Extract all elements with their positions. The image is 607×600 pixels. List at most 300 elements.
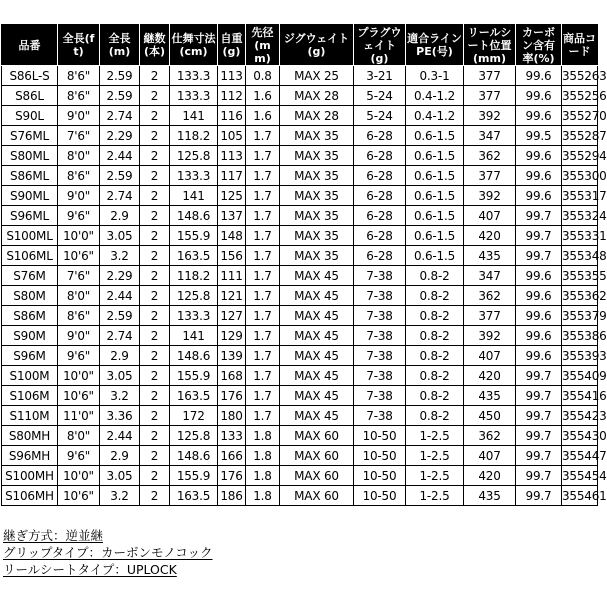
table-cell-length-ft: 8'0" (58, 146, 100, 166)
table-cell-product-code: S100M (2, 366, 58, 386)
table-row (2, 366, 598, 386)
table-cell-plug-weight: 7-38 (354, 306, 406, 326)
table-cell-length-ft: 7'6" (58, 266, 100, 286)
table-row (2, 266, 598, 286)
column-header-reel-seat-position: リールシート位置(mm) (464, 25, 516, 66)
table-cell-item-code: 355355 (562, 266, 598, 286)
table-cell-line-pe: 0.6-1.5 (406, 226, 464, 246)
table-cell-length-ft: 8'6" (58, 166, 100, 186)
table-cell-carbon-content: 99.7 (516, 466, 562, 486)
table-row (2, 486, 598, 506)
table-cell-product-code: S100MH (2, 466, 58, 486)
spec-sheet (1, 24, 607, 506)
table-cell-weight: 148 (218, 226, 246, 246)
table-cell-jig-weight: MAX 45 (280, 266, 354, 286)
table-row (2, 186, 598, 206)
table-cell-product-code: S76ML (2, 126, 58, 146)
table-cell-sections: 2 (140, 466, 170, 486)
table-cell-weight: 111 (218, 266, 246, 286)
table-cell-tip-diameter: 1.8 (246, 446, 280, 466)
table-row (2, 386, 598, 406)
table-cell-tip-diameter: 1.7 (246, 326, 280, 346)
table-cell-reel-seat-position: 420 (464, 226, 516, 246)
table-cell-tip-diameter: 1.8 (246, 426, 280, 446)
table-cell-carbon-content: 99.7 (516, 206, 562, 226)
table-cell-carbon-content: 99.6 (516, 146, 562, 166)
table-cell-jig-weight: MAX 45 (280, 366, 354, 386)
table-cell-plug-weight: 7-38 (354, 406, 406, 426)
table-cell-carbon-content: 99.7 (516, 246, 562, 266)
table-cell-tip-diameter: 1.7 (246, 166, 280, 186)
table-cell-length-ft: 9'0" (58, 326, 100, 346)
table-cell-jig-weight: MAX 35 (280, 186, 354, 206)
table-cell-length-m: 2.74 (100, 106, 140, 126)
column-header-length-m: 全長(m) (100, 25, 140, 66)
table-cell-item-code: 355362 (562, 286, 598, 306)
table-cell-sections: 2 (140, 106, 170, 126)
table-cell-jig-weight: MAX 35 (280, 226, 354, 246)
table-cell-weight: 137 (218, 206, 246, 226)
table-body (2, 66, 607, 506)
table-cell-plug-weight: 7-38 (354, 326, 406, 346)
table-cell-jig-weight: MAX 60 (280, 466, 354, 486)
table-cell-product-code: S100ML (2, 226, 58, 246)
table-cell-item-code: 355409 (562, 366, 598, 386)
table-cell-tip-diameter: 1.7 (246, 306, 280, 326)
table-cell-sections: 2 (140, 206, 170, 226)
table-cell-plug-weight: 10-50 (354, 426, 406, 446)
table-cell-item-code: 355454 (562, 466, 598, 486)
table-cell-product-code: S80MH (2, 426, 58, 446)
table-cell-plug-weight: 10-50 (354, 466, 406, 486)
table-row (2, 306, 598, 326)
column-header-weight: 自重(g) (218, 25, 246, 66)
table-cell-jig-weight: MAX 60 (280, 446, 354, 466)
table-cell-sections: 2 (140, 486, 170, 506)
table-cell-reel-seat-position: 362 (464, 426, 516, 446)
table-cell-item-code: 355379 (562, 306, 598, 326)
table-cell-plug-weight: 6-28 (354, 126, 406, 146)
table-cell-length-ft: 8'0" (58, 426, 100, 446)
table-row (2, 446, 598, 466)
table-cell-closed-length: 133.3 (170, 306, 218, 326)
table-cell-sections: 2 (140, 386, 170, 406)
table-cell-closed-length: 163.5 (170, 486, 218, 506)
table-cell-jig-weight: MAX 45 (280, 306, 354, 326)
table-cell-jig-weight: MAX 45 (280, 286, 354, 306)
table-cell-tip-diameter: 1.7 (246, 286, 280, 306)
table-cell-line-pe: 1-2.5 (406, 446, 464, 466)
table-cell-plug-weight: 6-28 (354, 206, 406, 226)
table-cell-jig-weight: MAX 45 (280, 406, 354, 426)
table-cell-item-code: 355331 (562, 226, 598, 246)
table-cell-length-m: 2.44 (100, 286, 140, 306)
table-cell-jig-weight: MAX 45 (280, 346, 354, 366)
table-cell-reel-seat-position: 377 (464, 166, 516, 186)
table-cell-weight: 156 (218, 246, 246, 266)
table-cell-length-ft: 7'6" (58, 126, 100, 146)
table-cell-tip-diameter: 1.7 (246, 226, 280, 246)
table-cell-product-code: S96ML (2, 206, 58, 226)
table-cell-length-m: 2.44 (100, 426, 140, 446)
table-cell-length-ft: 10'6" (58, 386, 100, 406)
table-cell-sections: 2 (140, 426, 170, 446)
table-cell-product-code: S80M (2, 286, 58, 306)
table-cell-length-ft: 10'0" (58, 226, 100, 246)
table-cell-line-pe: 0.6-1.5 (406, 186, 464, 206)
table-cell-closed-length: 155.9 (170, 226, 218, 246)
table-cell-sections: 2 (140, 146, 170, 166)
table-cell-product-code: S80ML (2, 146, 58, 166)
table-cell-jig-weight: MAX 45 (280, 386, 354, 406)
table-row (2, 126, 598, 146)
table-cell-length-m: 3.36 (100, 406, 140, 426)
table-cell-jig-weight: MAX 35 (280, 166, 354, 186)
column-header-item-code: 商品コード (562, 25, 598, 66)
table-cell-reel-seat-position: 392 (464, 326, 516, 346)
table-cell-plug-weight: 7-38 (354, 346, 406, 366)
table-cell-line-pe: 0.6-1.5 (406, 166, 464, 186)
table-cell-item-code: 355317 (562, 186, 598, 206)
table-cell-line-pe: 0.3-1 (406, 66, 464, 86)
table-cell-reel-seat-position: 407 (464, 446, 516, 466)
table-cell-jig-weight: MAX 35 (280, 246, 354, 266)
table-cell-reel-seat-position: 435 (464, 246, 516, 266)
table-cell-tip-diameter: 1.8 (246, 466, 280, 486)
table-cell-carbon-content: 99.6 (516, 86, 562, 106)
table-cell-line-pe: 0.8-2 (406, 386, 464, 406)
table-cell-tip-diameter: 1.7 (246, 126, 280, 146)
table-cell-weight: 133 (218, 426, 246, 446)
table-cell-line-pe: 1-2.5 (406, 466, 464, 486)
table-cell-line-pe: 1-2.5 (406, 486, 464, 506)
table-cell-line-pe: 0.6-1.5 (406, 246, 464, 266)
table-cell-item-code: 355263 (562, 66, 598, 86)
table-cell-reel-seat-position: 392 (464, 106, 516, 126)
table-row (2, 406, 598, 426)
table-cell-closed-length: 172 (170, 406, 218, 426)
table-cell-plug-weight: 6-28 (354, 166, 406, 186)
table-cell-product-code: S96MH (2, 446, 58, 466)
table-cell-item-code: 355287 (562, 126, 598, 146)
table-cell-jig-weight: MAX 35 (280, 126, 354, 146)
table-cell-tip-diameter: 1.7 (246, 146, 280, 166)
table-cell-product-code: S110M (2, 406, 58, 426)
table-cell-length-m: 3.2 (100, 386, 140, 406)
table-cell-tip-diameter: 1.6 (246, 86, 280, 106)
table-row (2, 326, 598, 346)
table-cell-reel-seat-position: 392 (464, 186, 516, 206)
table-cell-item-code: 355256 (562, 86, 598, 106)
table-cell-weight: 121 (218, 286, 246, 306)
table-cell-sections: 2 (140, 226, 170, 246)
table-cell-carbon-content: 99.7 (516, 366, 562, 386)
table-cell-closed-length: 163.5 (170, 246, 218, 266)
table-cell-weight: 139 (218, 346, 246, 366)
table-cell-item-code: 355416 (562, 386, 598, 406)
table-cell-sections: 2 (140, 346, 170, 366)
table-cell-product-code: S90ML (2, 186, 58, 206)
table-cell-closed-length: 141 (170, 106, 218, 126)
table-cell-closed-length: 133.3 (170, 86, 218, 106)
table-cell-tip-diameter: 1.6 (246, 106, 280, 126)
table-header-row (2, 25, 598, 66)
table-cell-carbon-content: 99.6 (516, 106, 562, 126)
table-cell-reel-seat-position: 377 (464, 66, 516, 86)
table-cell-product-code: S90L (2, 106, 58, 126)
table-cell-plug-weight: 10-50 (354, 486, 406, 506)
table-cell-jig-weight: MAX 35 (280, 146, 354, 166)
table-cell-closed-length: 148.6 (170, 206, 218, 226)
table-cell-weight: 176 (218, 466, 246, 486)
table-cell-weight: 186 (218, 486, 246, 506)
column-header-closed-length: 仕舞寸法(cm) (170, 25, 218, 66)
table-cell-line-pe: 0.8-2 (406, 326, 464, 346)
table-cell-reel-seat-position: 347 (464, 266, 516, 286)
table-cell-plug-weight: 6-28 (354, 246, 406, 266)
table-cell-closed-length: 125.8 (170, 146, 218, 166)
table-row (2, 86, 598, 106)
table-cell-reel-seat-position: 377 (464, 306, 516, 326)
table-row (2, 166, 598, 186)
column-header-jig-weight: ジグウェイト(g) (280, 25, 354, 66)
table-row (2, 286, 598, 306)
table-cell-length-m: 2.29 (100, 126, 140, 146)
table-cell-product-code: S76M (2, 266, 58, 286)
table-cell-weight: 129 (218, 326, 246, 346)
table-cell-carbon-content: 99.6 (516, 186, 562, 206)
table-row (2, 426, 598, 446)
table-cell-closed-length: 141 (170, 186, 218, 206)
table-cell-carbon-content: 99.6 (516, 346, 562, 366)
table-cell-closed-length: 155.9 (170, 466, 218, 486)
table-cell-tip-diameter: 0.8 (246, 66, 280, 86)
table-row (2, 346, 598, 366)
table-cell-length-m: 2.59 (100, 66, 140, 86)
table-cell-sections: 2 (140, 186, 170, 206)
table-cell-length-ft: 9'0" (58, 186, 100, 206)
table-cell-line-pe: 0.8-2 (406, 266, 464, 286)
table-cell-line-pe: 0.6-1.5 (406, 146, 464, 166)
table-cell-length-m: 2.9 (100, 346, 140, 366)
table-cell-sections: 2 (140, 126, 170, 146)
table-cell-item-code: 355430 (562, 426, 598, 446)
table-cell-sections: 2 (140, 446, 170, 466)
table-cell-plug-weight: 5-24 (354, 86, 406, 106)
table-cell-length-ft: 9'6" (58, 346, 100, 366)
note-grip-type: グリップタイプ：カーボンモノコック (3, 545, 213, 560)
table-cell-tip-diameter: 1.7 (246, 406, 280, 426)
table-cell-length-ft: 9'6" (58, 446, 100, 466)
table-cell-closed-length: 141 (170, 326, 218, 346)
table-cell-length-m: 3.05 (100, 366, 140, 386)
table-cell-jig-weight: MAX 35 (280, 206, 354, 226)
table-cell-item-code: 355270 (562, 106, 598, 126)
table-cell-length-m: 2.9 (100, 206, 140, 226)
table-cell-weight: 168 (218, 366, 246, 386)
table-cell-line-pe: 0.4-1.2 (406, 106, 464, 126)
table-cell-plug-weight: 10-50 (354, 446, 406, 466)
table-cell-reel-seat-position: 435 (464, 486, 516, 506)
table-cell-length-m: 2.59 (100, 306, 140, 326)
table-cell-line-pe: 0.4-1.2 (406, 86, 464, 106)
table-cell-item-code: 355386 (562, 326, 598, 346)
table-cell-carbon-content: 99.6 (516, 286, 562, 306)
table-row (2, 226, 598, 246)
table-cell-closed-length: 148.6 (170, 346, 218, 366)
table-cell-length-ft: 8'0" (58, 286, 100, 306)
table-cell-sections: 2 (140, 406, 170, 426)
column-header-product-code: 品番 (2, 25, 58, 66)
table-cell-product-code: S106ML (2, 246, 58, 266)
table-cell-carbon-content: 99.7 (516, 226, 562, 246)
table-cell-length-m: 3.05 (100, 466, 140, 486)
table-cell-carbon-content: 99.7 (516, 406, 562, 426)
table-cell-length-ft: 10'0" (58, 466, 100, 486)
table-cell-tip-diameter: 1.7 (246, 206, 280, 226)
column-header-plug-weight: プラグウェイト(g) (354, 25, 406, 66)
table-cell-item-code: 355348 (562, 246, 598, 266)
table-cell-jig-weight: MAX 28 (280, 86, 354, 106)
table-cell-plug-weight: 7-38 (354, 266, 406, 286)
table-cell-weight: 125 (218, 186, 246, 206)
table-cell-carbon-content: 99.6 (516, 326, 562, 346)
table-cell-item-code: 355393 (562, 346, 598, 366)
table-cell-closed-length: 125.8 (170, 426, 218, 446)
table-cell-length-ft: 8'6" (58, 306, 100, 326)
table-cell-item-code: 355423 (562, 406, 598, 426)
table-cell-jig-weight: MAX 25 (280, 66, 354, 86)
table-cell-weight: 116 (218, 106, 246, 126)
table-cell-closed-length: 118.2 (170, 126, 218, 146)
table-cell-plug-weight: 6-28 (354, 146, 406, 166)
table-cell-line-pe: 1-2.5 (406, 426, 464, 446)
table-cell-line-pe: 0.6-1.5 (406, 206, 464, 226)
note-reel-seat-type: リールシートタイプ：UPLOCK (3, 562, 177, 577)
column-header-carbon-content: カーボン含有率(%) (516, 25, 562, 66)
column-header-tip-diameter: 先径(mm) (246, 25, 280, 66)
table-cell-length-ft: 10'6" (58, 486, 100, 506)
table-cell-item-code: 355300 (562, 166, 598, 186)
table-cell-carbon-content: 99.6 (516, 166, 562, 186)
table-cell-reel-seat-position: 362 (464, 146, 516, 166)
table-cell-weight: 127 (218, 306, 246, 326)
table-cell-sections: 2 (140, 246, 170, 266)
table-cell-carbon-content: 99.7 (516, 386, 562, 406)
table-cell-reel-seat-position: 362 (464, 286, 516, 306)
table-cell-reel-seat-position: 420 (464, 366, 516, 386)
table-row (2, 106, 598, 126)
table-cell-carbon-content: 99.7 (516, 486, 562, 506)
table-cell-length-m: 2.44 (100, 146, 140, 166)
table-cell-reel-seat-position: 407 (464, 206, 516, 226)
table-cell-jig-weight: MAX 60 (280, 486, 354, 506)
table-cell-weight: 180 (218, 406, 246, 426)
table-cell-length-ft: 8'6" (58, 66, 100, 86)
table-cell-plug-weight: 3-21 (354, 66, 406, 86)
table-cell-carbon-content: 99.6 (516, 66, 562, 86)
table-cell-product-code: S86L-S (2, 66, 58, 86)
table-cell-line-pe: 0.8-2 (406, 346, 464, 366)
table-cell-sections: 2 (140, 266, 170, 286)
table-cell-product-code: S90M (2, 326, 58, 346)
table-cell-tip-diameter: 1.7 (246, 366, 280, 386)
table-cell-product-code: S106MH (2, 486, 58, 506)
table-cell-closed-length: 148.6 (170, 446, 218, 466)
table-cell-sections: 2 (140, 166, 170, 186)
table-cell-weight: 166 (218, 446, 246, 466)
table-cell-product-code: S86ML (2, 166, 58, 186)
table-cell-reel-seat-position: 407 (464, 346, 516, 366)
table-cell-item-code: 355294 (562, 146, 598, 166)
table-row (2, 466, 598, 486)
table-cell-closed-length: 155.9 (170, 366, 218, 386)
table-cell-item-code: 355324 (562, 206, 598, 226)
table-cell-sections: 2 (140, 326, 170, 346)
table-cell-carbon-content: 99.7 (516, 446, 562, 466)
table-cell-line-pe: 0.6-1.5 (406, 126, 464, 146)
table-cell-weight: 105 (218, 126, 246, 146)
table-cell-closed-length: 133.3 (170, 66, 218, 86)
table-cell-weight: 176 (218, 386, 246, 406)
table-cell-reel-seat-position: 435 (464, 386, 516, 406)
table-row (2, 146, 598, 166)
table-cell-line-pe: 0.8-2 (406, 366, 464, 386)
table-cell-tip-diameter: 1.8 (246, 486, 280, 506)
table-cell-sections: 2 (140, 286, 170, 306)
table-cell-length-m: 3.2 (100, 246, 140, 266)
table-cell-plug-weight: 5-24 (354, 106, 406, 126)
table-cell-sections: 2 (140, 366, 170, 386)
table-cell-length-m: 3.05 (100, 226, 140, 246)
table-cell-length-ft: 8'6" (58, 86, 100, 106)
table-cell-length-ft: 10'0" (58, 366, 100, 386)
table-cell-length-m: 2.29 (100, 266, 140, 286)
table-cell-tip-diameter: 1.7 (246, 386, 280, 406)
table-cell-tip-diameter: 1.7 (246, 186, 280, 206)
table-cell-length-ft: 9'0" (58, 106, 100, 126)
table-cell-plug-weight: 7-38 (354, 386, 406, 406)
table-cell-length-m: 3.2 (100, 486, 140, 506)
column-header-length-ft: 全長(ft) (58, 25, 100, 66)
table-cell-length-m: 2.59 (100, 86, 140, 106)
note-joint-type: 継ぎ方式：逆並継 (3, 528, 104, 543)
table-cell-reel-seat-position: 450 (464, 406, 516, 426)
table-cell-plug-weight: 7-38 (354, 286, 406, 306)
table-cell-jig-weight: MAX 60 (280, 426, 354, 446)
spec-table (1, 24, 607, 506)
table-cell-tip-diameter: 1.7 (246, 266, 280, 286)
table-cell-length-ft: 9'6" (58, 206, 100, 226)
table-cell-carbon-content: 99.7 (516, 426, 562, 446)
table-cell-length-m: 2.74 (100, 186, 140, 206)
table-cell-reel-seat-position: 347 (464, 126, 516, 146)
table-cell-plug-weight: 7-38 (354, 366, 406, 386)
table-row (2, 206, 598, 226)
table-cell-length-m: 2.9 (100, 446, 140, 466)
table-cell-sections: 2 (140, 86, 170, 106)
table-cell-weight: 113 (218, 66, 246, 86)
table-cell-jig-weight: MAX 45 (280, 326, 354, 346)
table-row (2, 246, 598, 266)
table-row (2, 66, 598, 86)
table-cell-reel-seat-position: 377 (464, 86, 516, 106)
table-cell-line-pe: 0.8-2 (406, 286, 464, 306)
table-cell-weight: 117 (218, 166, 246, 186)
table-cell-plug-weight: 6-28 (354, 186, 406, 206)
table-cell-carbon-content: 99.6 (516, 266, 562, 286)
table-cell-closed-length: 133.3 (170, 166, 218, 186)
